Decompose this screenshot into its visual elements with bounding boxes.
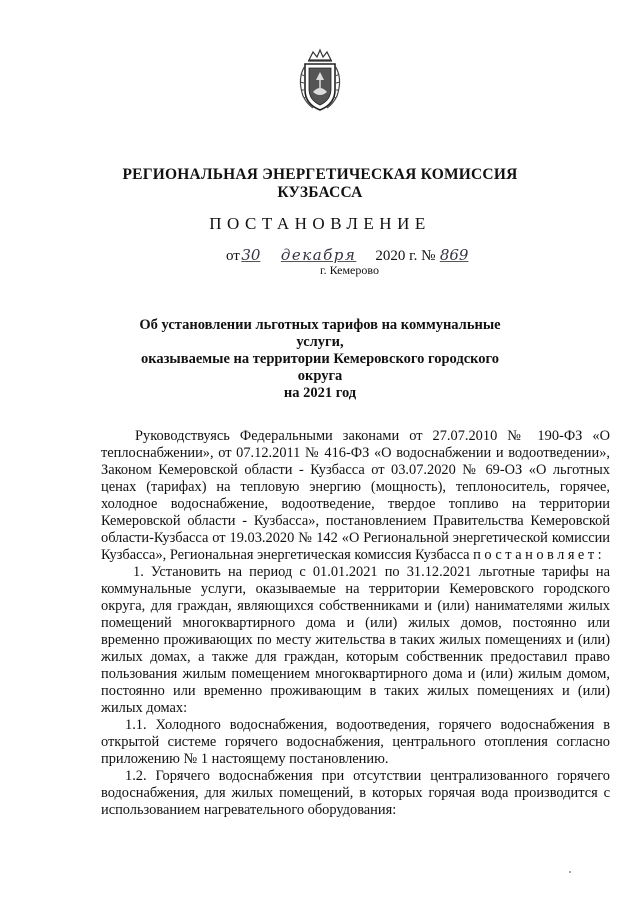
document-number: 869: [439, 246, 469, 264]
page-speck: [569, 871, 571, 873]
preamble-paragraph: [101, 428, 610, 564]
document-body: [101, 428, 610, 819]
date-month: декабря: [280, 246, 357, 264]
date-prefix: от: [226, 248, 240, 264]
subject-line: Об установлении льготных тарифов на коммунальные услуги,: [139, 317, 501, 350]
resolves-word: постановляет:: [473, 547, 606, 563]
preamble-text: Руководствуясь Федеральными законами от 27.07.2010 № 190-ФЗ «О теплоснабжении», от 07.12.2011 № 416-ФЗ «О водоснабжении и водоотведении», Законом Кемеровской области - Кузбасса от 03.07.2020 № 69-ОЗ «О льготных ценах (тарифах) на тепловую энергию (мощность), теплоноситель, горячее, холодное водоснабжение, водоотведение, твердое топливо на территории Кемеровской области - Кузбасса», постановлением Правительства Кемеровской области-Кузбасса от 19.03.2020 № 142 «О Региональной энергетической комиссии Кузбасса», Региональная энергетическая комиссия Кузбасса: [101, 428, 610, 563]
item-1-1: 1.1. Холодного водоснабжения, водоотведения, горячего водоснабжения в открытой системе горячего водоснабжения, центрального отопления согласно приложению № 1 настоящему постановлению.: [101, 717, 610, 767]
document-type: ПОСТАНОВЛЕНИЕ: [209, 214, 431, 233]
org-title-line2: КУЗБАССА: [277, 184, 363, 201]
date-day: 30: [241, 246, 261, 264]
item-1: 1. Установить на период с 01.01.2021 по 31.12.2021 льготные тарифы на коммунальные услуги, оказываемые на территории Кемеровского городского округа, для граждан, являющихся собственниками и (или) нанимателями жилых помещений многоквартирного дома и (или) жилых домов, постоянно или временно проживающих по месту жительства в таких жилых помещениях и (или) жилых домах, а также для граждан, которым собственник предоставил право пользования жилым помещением многоквартирного дома и (или) жилым домом, постоянно или временно проживающим в таких жилых помещениях и (или) жилых домах:: [101, 564, 610, 716]
org-title-line1: РЕГИОНАЛЬНАЯ ЭНЕРГЕТИЧЕСКАЯ КОМИССИЯ: [122, 166, 518, 183]
item-1-2: 1.2. Горячего водоснабжения при отсутствии централизованного горячего водоснабжения, для жилых помещений, в которых горячая вода производится с использованием нагревательного оборудования:: [101, 768, 610, 818]
subject-line: оказываемые на территории Кемеровского городского округа: [140, 351, 500, 384]
subject-line: на 2021 год: [283, 385, 357, 401]
document-subject: [120, 317, 520, 402]
city: г. Кемерово: [320, 263, 379, 277]
date-year: 2020 г. №: [375, 248, 436, 264]
kuzbass-coat-of-arms-icon: [295, 48, 345, 114]
